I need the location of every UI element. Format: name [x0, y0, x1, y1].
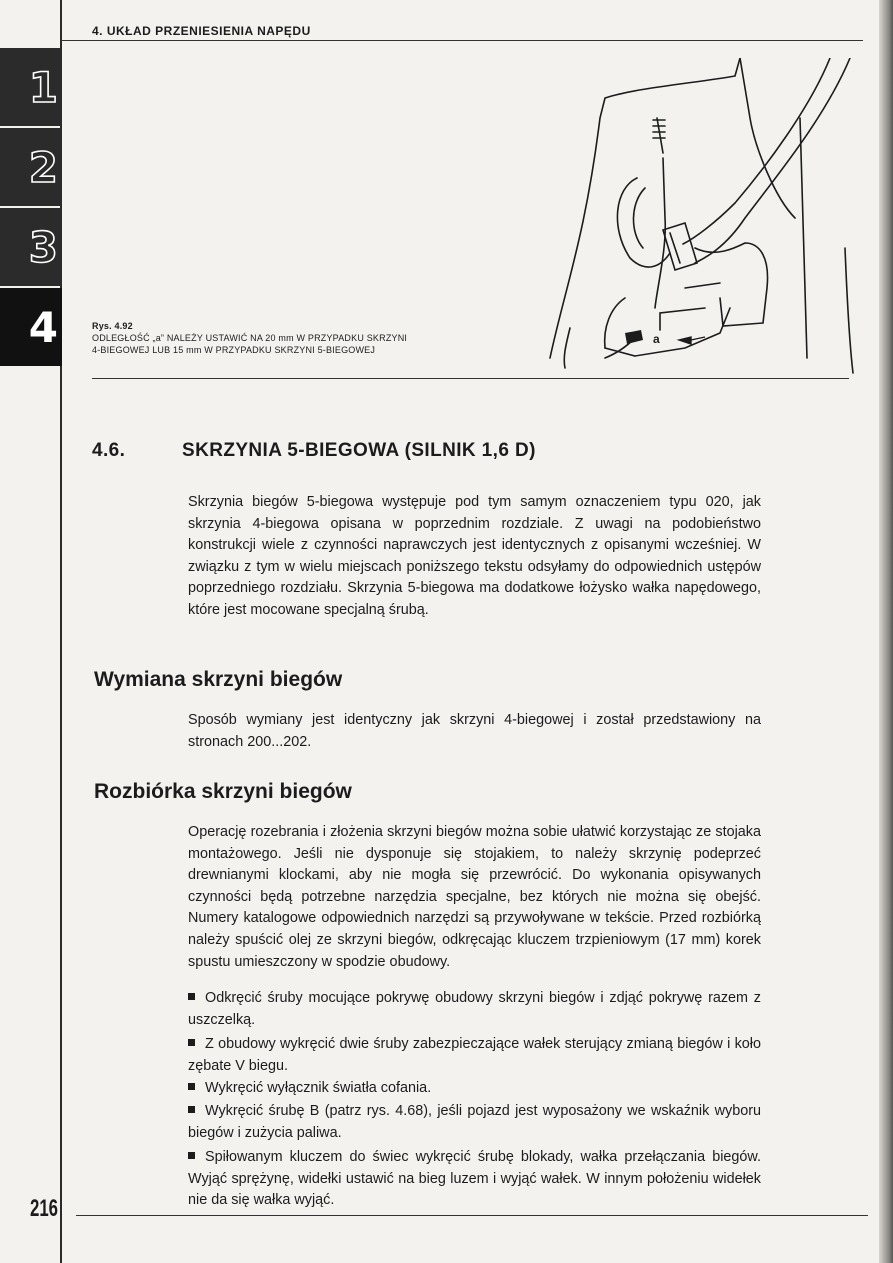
- gauge-block: [625, 330, 643, 344]
- step-item: Z obudowy wykręcić dwie śruby zabezpieczające wałek sterujący zmianą biegów i koło zębate V biegu.: [188, 1034, 761, 1077]
- step-item: Spiłowanym kluczem do świec wykręcić śrubę blokady, wałka przełączania biegów. Wyjąć sprężynę, widełki ustawić na bieg luzem i wyjąć wałek. W innym położeniu widełek nie da się wałka wyjąć.: [188, 1147, 761, 1212]
- figure-caption: [92, 320, 407, 356]
- caption-line-2: 4-BIEGOWEJ LUB 15 mm W PRZYPADKU SKRZYNI 5-BIEGOWEJ: [92, 345, 376, 355]
- chapter-header: 4. UKŁAD PRZENIESIENIA NAPĘDU: [92, 24, 311, 38]
- section-intro: Skrzynia biegów 5-biegowa występuje pod tym samym oznaczeniem typu 020, jak skrzynia 4-biegowa opisana w poprzednim rozdziale. Z uwagi na podobieństwo konstrukcji wiele z czynności naprawczych jest identycznych z opisanymi wcześniej. W związku z tym w wielu miejscach poniższego tekstu odsyłamy do odpowiednich ustępów poprzedniego rozdziału. Skrzynia 5-biegowa ma dodatkowe łożysko wałka napędowego, które jest mocowane specjalną śrubą.: [188, 494, 761, 618]
- figure-number: Rys. 4.92: [92, 321, 133, 331]
- chapter-tab-1[interactable]: 1: [0, 48, 62, 126]
- step-item: Wykręcić śrubę B (patrz rys. 4.68), jeśli pojazd jest wyposażony we wskaźnik wyboru biegów i zużycia paliwa.: [188, 1101, 761, 1144]
- page-shadow: [879, 0, 893, 1263]
- replacement-text: Sposób wymiany jest identyczny jak skrzyni 4-biegowej i został przedstawiony na stronach 200...202.: [188, 712, 761, 750]
- figure-illustration: [545, 58, 857, 376]
- figure-rule: [92, 378, 849, 379]
- section-title: SKRZYNIA 5-BIEGOWA (SILNIK 1,6 D): [182, 440, 536, 461]
- disassembly-intro: Operację rozebrania i złożenia skrzyni biegów można sobie ułatwić korzystając ze stojaka montażowego. Jeśli nie dysponuje się stojakiem, to należy skrzynię podeprzeć drewnianymi klockami, aby nie mogła się przewrócić. Do wykonania opisywanych czynności będą potrzebne narzędzia specjalne, bez których nie można się obejść. Numery katalogowe odpowiednich narzędzi są przywoływane w tekście. Przed rozbiórką należy spuścić olej ze skrzyni biegów, odkręcając kluczem trzpieniowym (17 mm) korek spustu umieszczony w spodzie obudowy.: [188, 824, 761, 970]
- chapter-tab-4[interactable]: 4: [0, 288, 62, 366]
- chapter-tab-2[interactable]: 2: [0, 128, 62, 206]
- step-item: Wykręcić wyłącznik światła cofania.: [188, 1078, 761, 1100]
- chapter-tabs: [0, 48, 62, 368]
- replacement-heading: Wymiana skrzyni biegów: [94, 668, 343, 691]
- section-number: 4.6.: [92, 440, 126, 461]
- footer-rule: [76, 1215, 868, 1216]
- page-number: 216: [30, 1195, 59, 1222]
- header-rule: [60, 40, 863, 41]
- step-item: Odkręcić śruby mocujące pokrywę obudowy skrzyni biegów i zdjąć pokrywę razem z uszczelką.: [188, 988, 761, 1031]
- caption-line-1: ODLEGŁOŚĆ „a” NALEŻY USTAWIĆ NA 20 mm W PRZYPADKU SKRZYNI: [92, 333, 408, 343]
- disassembly-heading: Rozbiórka skrzyni biegów: [94, 780, 352, 803]
- section-heading: [92, 440, 536, 462]
- chapter-tab-3[interactable]: 3: [0, 208, 62, 286]
- figure-marker-a: a: [653, 332, 660, 346]
